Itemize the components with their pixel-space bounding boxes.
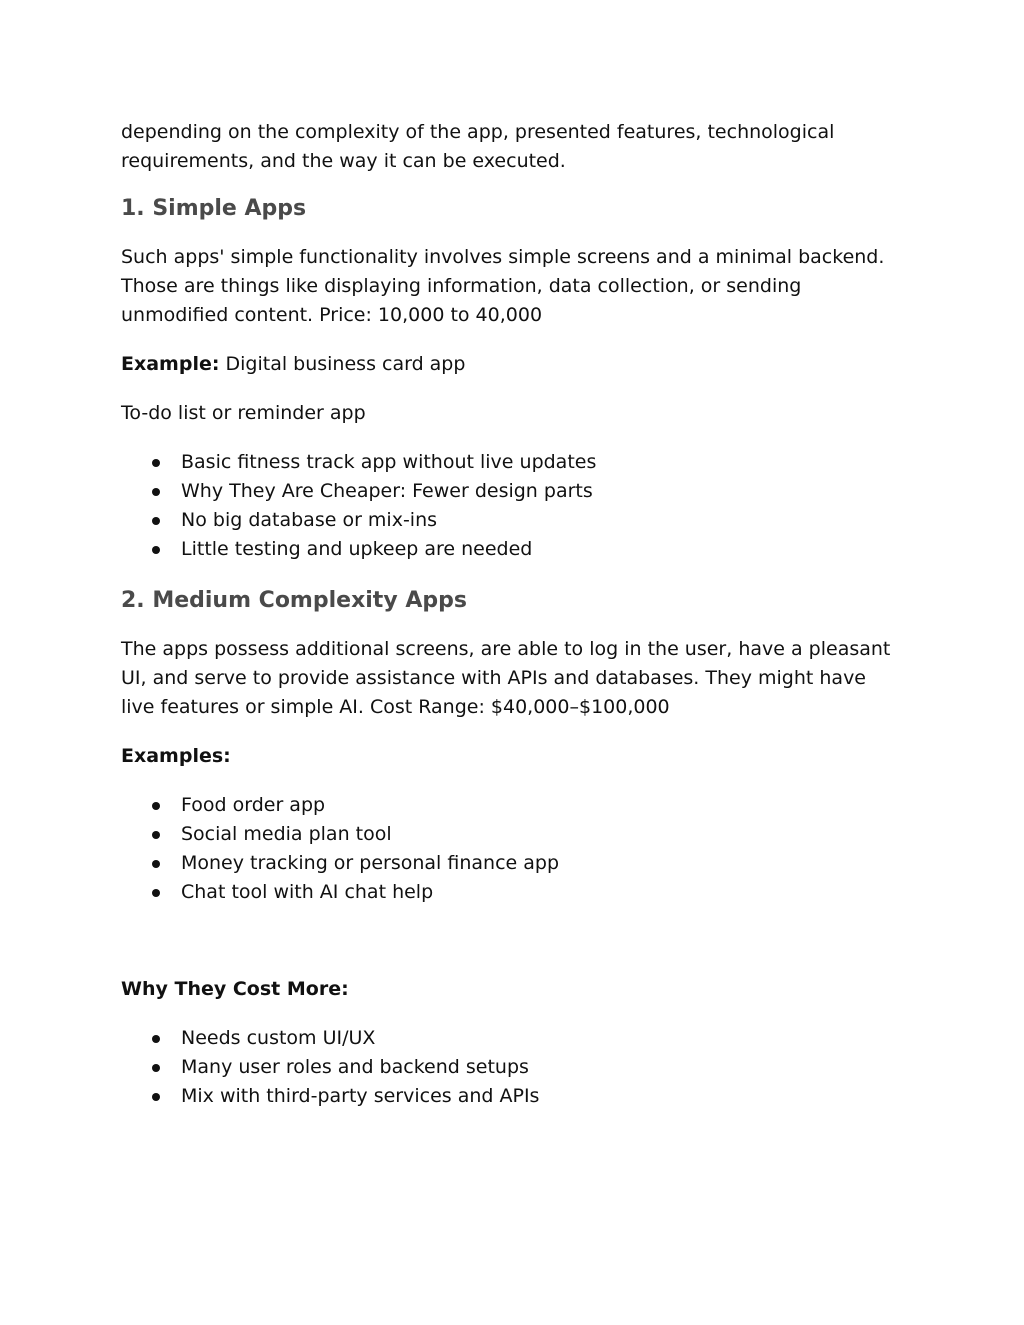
simple-bullet-list [121,448,921,564]
bullet-icon [152,802,160,810]
bullet-icon [152,546,160,554]
medium-apps-paragraph [121,635,921,722]
bullet-icon [152,488,160,496]
list-item [121,878,921,907]
list-item [121,791,921,820]
bullet-icon [152,889,160,897]
simple-para-line-2: Those are things like displaying information, data collection, or sending [121,275,802,297]
bullet-icon [152,1064,160,1072]
list-item-text: Food order app [181,794,326,816]
simple-example [121,350,921,379]
why-cost-more-label: Why They Cost More: [121,978,349,1000]
medium-para-line-1: The apps possess additional screens, are able to log in the user, have a pleasant [121,638,891,660]
list-item-text: Social media plan tool [181,823,392,845]
list-item-text: Many user roles and backend setups [181,1056,529,1078]
simple-apps-heading: 1. Simple Apps [121,196,307,221]
medium-apps-heading: 2. Medium Complexity Apps [121,588,467,613]
list-item [121,849,921,878]
spacer [121,907,921,975]
document-page [121,118,921,1111]
examples-label: Examples: [121,745,231,767]
bullet-icon [152,1093,160,1101]
bullet-icon [152,1035,160,1043]
list-item-text: Little testing and upkeep are needed [181,538,533,560]
list-item-text: Basic fitness track app without live updates [181,451,597,473]
list-item-text: Why They Are Cheaper: Fewer design parts [181,480,593,502]
list-item-text: No big database or mix-ins [181,509,438,531]
example-label: Example: [121,353,220,375]
simple-para-line-1: Such apps' simple functionality involves simple screens and a minimal backend. [121,246,885,268]
list-item-text: Chat tool with AI chat help [181,881,434,903]
example-text: Digital business card app [219,353,466,375]
intro-line-2: requirements, and the way it can be executed. [121,150,566,172]
todo-line: To-do list or reminder app [121,402,366,424]
simple-para-line-3: unmodified content. Price: 10,000 to 40,000 [121,304,543,326]
bullet-icon [152,831,160,839]
intro-line-1: depending on the complexity of the app, presented features, technological [121,121,835,143]
list-item [121,477,921,506]
list-item [121,820,921,849]
list-item [121,448,921,477]
list-item-text: Needs custom UI/UX [181,1027,376,1049]
list-item [121,1053,921,1082]
list-item [121,1024,921,1053]
intro-paragraph [121,118,921,176]
list-item-text: Money tracking or personal finance app [181,852,560,874]
list-item [121,535,921,564]
bullet-icon [152,517,160,525]
bullet-icon [152,860,160,868]
medium-para-line-2: UI, and serve to provide assistance with APIs and databases. They might have [121,667,866,689]
bullet-icon [152,459,160,467]
list-item [121,506,921,535]
why-cost-more-list [121,1024,921,1111]
list-item [121,1082,921,1111]
simple-apps-paragraph [121,243,921,330]
list-item-text: Mix with third-party services and APIs [181,1085,540,1107]
medium-para-line-3: live features or simple AI. Cost Range: $40,000–$100,000 [121,696,670,718]
medium-examples-list [121,791,921,907]
